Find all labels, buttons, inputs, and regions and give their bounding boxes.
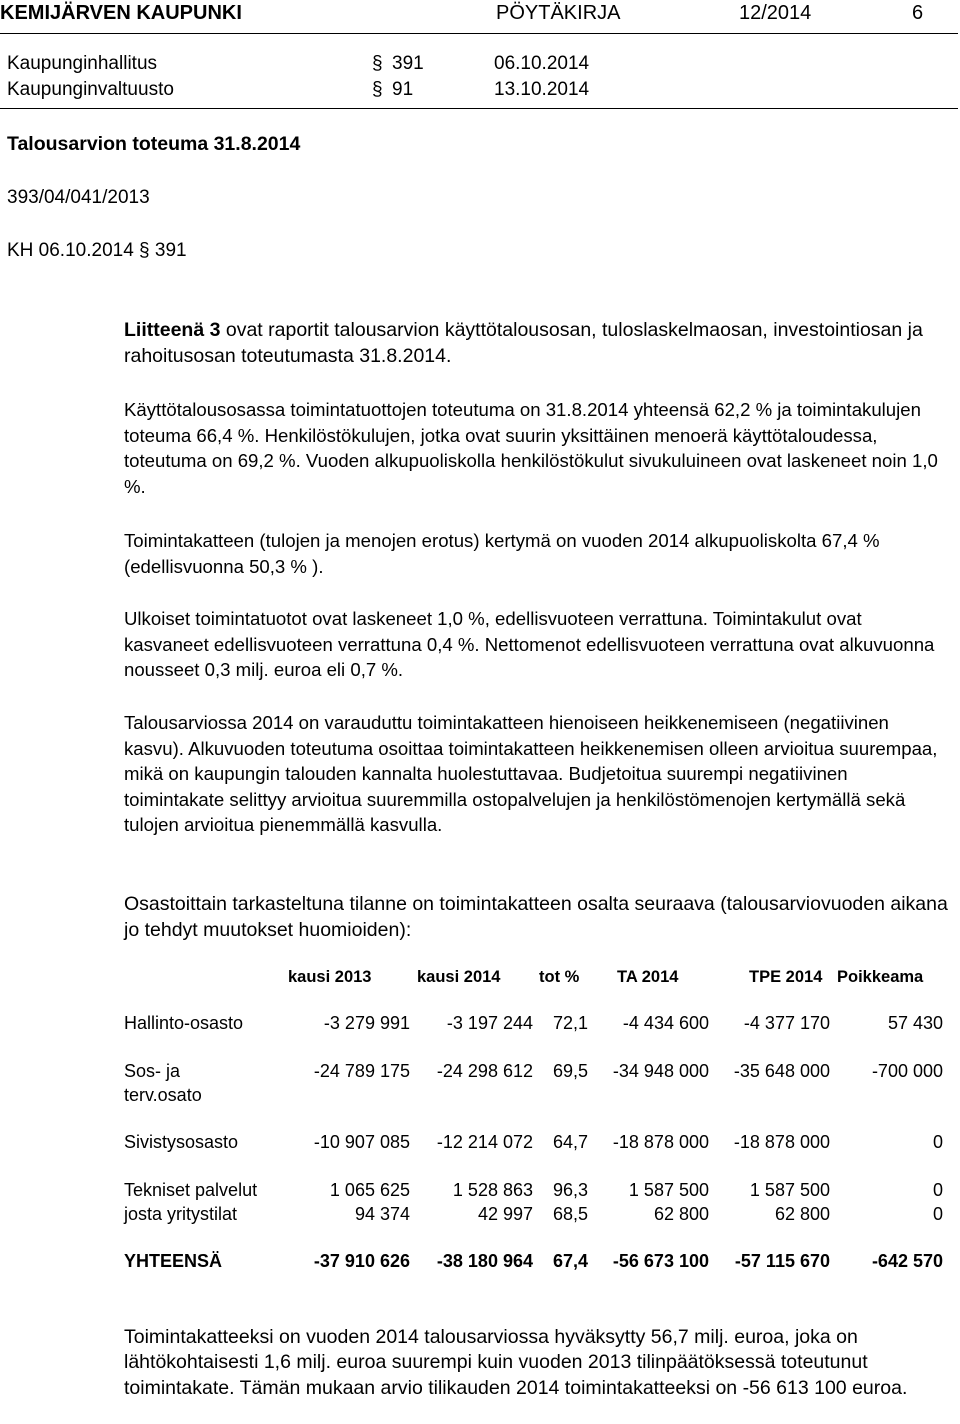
cell-tpe-2014: -57 115 670: [734, 1251, 830, 1271]
cell-tot-percent: 69,5: [552, 1061, 588, 1081]
cell-tot-percent: 64,7: [552, 1132, 588, 1152]
cell-kausi-2013: 1 065 625: [329, 1180, 410, 1200]
cell-kausi-2013: -37 910 626: [313, 1251, 410, 1271]
row-label: Hallinto-osasto: [124, 1013, 244, 1033]
cell-tot-percent: 68,5: [552, 1204, 588, 1224]
cell-poikkeama: -642 570: [871, 1251, 943, 1271]
cell-kausi-2014: -38 180 964: [436, 1251, 533, 1271]
meeting-divider: [0, 108, 958, 109]
cell-tot-percent: 96,3: [552, 1180, 588, 1200]
cell-ta-2014: 1 587 500: [628, 1180, 709, 1200]
cell-poikkeama: 57 430: [887, 1013, 943, 1033]
table-header: kausi 2014: [417, 968, 501, 986]
paragraph-external: Ulkoiset toimintatuotot ovat laskeneet 1,0 %, edellisvuoteen verrattuna. Toimintakulut ovat kasvaneet edellisvuoteen verrattuna 0,4 %. Nettomenot edellisvuoteen verrattuna ovat alkuvuonna nousseet 0,3 milj. euroa eli 0,7 %.: [124, 608, 935, 681]
document-type: PÖYTÄKIRJA: [496, 2, 621, 24]
row-label: Sos- ja: [124, 1061, 181, 1081]
meeting-body: Kaupunginvaltuusto: [7, 79, 174, 100]
cell-ta-2014: 62 800: [653, 1204, 709, 1224]
document-number: 12/2014: [739, 2, 812, 24]
cell-kausi-2014: -24 298 612: [436, 1061, 533, 1081]
cell-tpe-2014: -35 648 000: [733, 1061, 830, 1081]
cell-kausi-2014: -3 197 244: [446, 1013, 533, 1033]
section-symbol-icon: §: [372, 79, 383, 100]
section-symbol-icon: §: [139, 240, 150, 261]
meeting-section: 91: [392, 79, 414, 100]
paragraph-attachment: [124, 317, 950, 369]
attachment-label: Liitteenä 3: [124, 319, 221, 341]
cell-ta-2014: -4 434 600: [622, 1013, 709, 1033]
meeting-date: 13.10.2014: [494, 79, 590, 100]
cell-ta-2014: -56 673 100: [612, 1251, 709, 1271]
paragraph-conclusion: Toimintakatteeksi on vuoden 2014 talousarviossa hyväksytty 56,7 milj. euroa, joka on lähtökohtaisesti 1,6 milj. euroa suurempi kuin vuoden 2013 tilinpäätöksessä toteutunut toimintakate. Tämän mukaan arvio tilikauden 2014 toimintakatteeksi on -56 613 100 euroa.: [124, 1326, 908, 1399]
row-label: Tekniset palvelut: [124, 1180, 258, 1200]
cell-poikkeama: 0: [932, 1132, 943, 1152]
meeting-section: 391: [392, 53, 424, 74]
cell-kausi-2013: -3 279 991: [323, 1013, 410, 1033]
cell-ta-2014: -34 948 000: [612, 1061, 709, 1081]
cell-tpe-2014: 1 587 500: [749, 1180, 830, 1200]
paragraph-margin: Toimintakatteen (tulojen ja menojen erotus) kertymä on vuoden 2014 alkupuoliskolta 67,4 % (edellisvuonna 50,3 % ).: [124, 530, 880, 577]
meeting-date: 06.10.2014: [494, 53, 590, 74]
cell-ta-2014: -18 878 000: [612, 1132, 709, 1152]
kh-reference: [7, 240, 187, 262]
cell-kausi-2014: 1 528 863: [452, 1180, 533, 1200]
kh-reference-section: 391: [154, 240, 187, 261]
table-header: TA 2014: [617, 968, 679, 986]
cell-tpe-2014: 62 800: [774, 1204, 830, 1224]
kh-reference-date: KH 06.10.2014: [7, 240, 134, 261]
paragraph-budget: Talousarviossa 2014 on varauduttu toimintakatteen hienoiseen heikkenemiseen (negatiivinen kasvu). Alkuvuoden toteutuma osoittaa toimintakatteen heikkenemisen olleen arvioitua suurempaa, mikä on kaupungin talouden kannalta huolestuttavaa. Budjetoitua suurempi negatiivinen toimintakate selittyy arvioitua suuremmilla ostopalvelujen ja henkilöstömenojen kertymällä sekä tulojen arvioitua pienemmällä kasvulla.: [124, 712, 938, 836]
cell-tot-percent: 67,4: [552, 1251, 588, 1271]
row-label: Sivistysosasto: [124, 1132, 239, 1152]
cell-kausi-2013: -24 789 175: [313, 1061, 410, 1081]
cell-tpe-2014: -18 878 000: [733, 1132, 830, 1152]
header-divider: [0, 33, 958, 34]
table-header: kausi 2013: [288, 968, 372, 986]
table-header: TPE 2014: [749, 968, 823, 986]
cell-poikkeama: -700 000: [871, 1061, 943, 1081]
cell-kausi-2014: 42 997: [477, 1204, 533, 1224]
total-label: YHTEENSÄ: [124, 1251, 223, 1271]
cell-kausi-2013: -10 907 085: [313, 1132, 410, 1152]
attachment-text: ovat raportit talousarvion käyttötalousosan, tuloslaskelmaosan, investointiosan ja rahoitusosan toteutumasta 31.8.2014.: [124, 319, 923, 367]
meeting-body: Kaupunginhallitus: [7, 53, 158, 74]
section-symbol-icon: §: [372, 53, 383, 74]
record-number: 393/04/041/2013: [7, 187, 150, 208]
cell-poikkeama: 0: [932, 1180, 943, 1200]
table-header: Poikkeama: [837, 968, 924, 986]
paragraph-departments: Osastoittain tarkasteltuna tilanne on toimintakatteen osalta seuraava (talousarviovuoden aikana jo tehdyt muutokset huomioiden):: [124, 893, 948, 941]
row-label: josta yritystilat: [124, 1204, 238, 1224]
table-header: tot %: [539, 968, 580, 986]
cell-kausi-2014: -12 214 072: [436, 1132, 533, 1152]
cell-kausi-2013: 94 374: [354, 1204, 410, 1224]
cell-tot-percent: 72,1: [552, 1013, 588, 1033]
row-label-continued: terv.osato: [124, 1085, 202, 1105]
cell-tpe-2014: -4 377 170: [743, 1013, 830, 1033]
page-number: 6: [912, 2, 924, 24]
cell-poikkeama: 0: [932, 1204, 943, 1224]
paragraph-operating: Käyttötalousosassa toimintatuottojen toteutuma on 31.8.2014 yhteensä 62,2 % ja toimintakulujen toteuma 66,4 %. Henkilöstökulujen, jotka ovat suurin yksittäinen menoerä käyttötaloudessa, toteutuma on 69,2 %. Vuoden alkupuoliskolla henkilöstökulut sivukuluineen ovat laskeneet noin 1,0 %.: [124, 399, 938, 497]
organization-name: KEMIJÄRVEN KAUPUNKI: [0, 2, 242, 24]
matter-title: Talousarvion toteuma 31.8.2014: [7, 133, 301, 155]
